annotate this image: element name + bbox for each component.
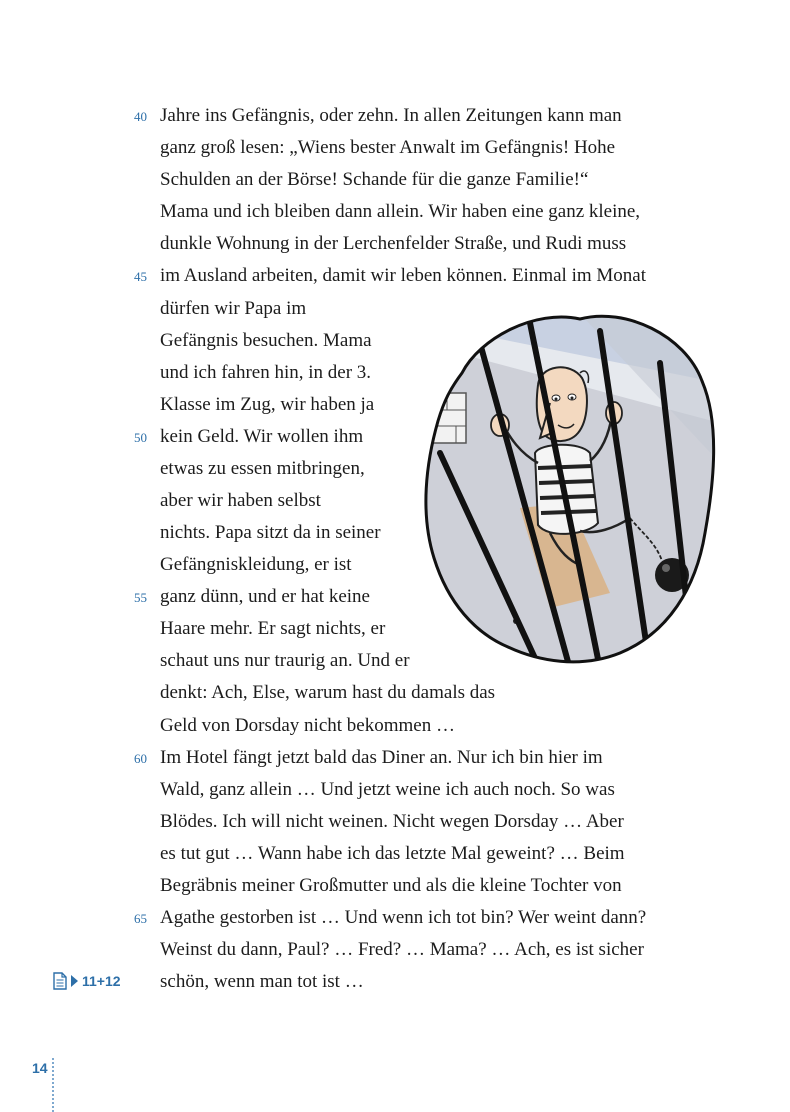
text-line: kein Geld. Wir wollen ihm <box>160 426 364 447</box>
text-line: denkt: Ach, Else, warum hast du damals das <box>160 682 496 703</box>
text-line: Agathe gestorben ist … Und wenn ich tot bin? Wer weint dann? <box>160 907 647 928</box>
line-number: 60 <box>134 751 147 766</box>
line-number: 50 <box>134 430 147 445</box>
text-line: Jahre ins Gefängnis, oder zehn. In allen Zeitungen kann man <box>160 105 622 126</box>
text-line: aber wir haben selbst <box>160 490 321 511</box>
margin-divider <box>52 1058 54 1112</box>
page-number: 14 <box>32 1060 48 1076</box>
text-line: dürfen wir Papa im <box>160 298 307 319</box>
text-line: ganz groß lesen: „Wiens bester Anwalt im Gefängnis! Hohe <box>160 137 616 158</box>
text-line: ganz dünn, und er hat keine <box>160 586 370 607</box>
text-line: im Ausland arbeiten, damit wir leben können. Einmal im Monat <box>160 265 646 286</box>
text-line: Geld von Dorsday nicht bekommen … <box>160 715 455 736</box>
text-line: Weinst du dann, Paul? … Fred? … Mama? … Ach, es ist sicher <box>160 939 644 960</box>
text-line: etwas zu essen mitbringen, <box>160 458 365 479</box>
text-line: nichts. Papa sitzt da in seiner <box>160 522 381 543</box>
text-line: Mama und ich bleiben dann allein. Wir haben eine ganz kleine, <box>160 201 641 222</box>
text-line: Schulden an der Börse! Schande für die ganze Familie!“ <box>160 169 589 190</box>
line-number: 55 <box>134 590 147 605</box>
text-line: Wald, ganz allein … Und jetzt weine ich auch noch. So was <box>160 779 615 800</box>
line-number: 40 <box>134 109 147 124</box>
text-line: und ich fahren hin, in der 3. <box>160 362 372 383</box>
text-line: Begräbnis meiner Großmutter und als die kleine Tochter von <box>160 875 622 896</box>
text-line: schön, wenn man tot ist … <box>160 971 364 992</box>
text-line: schaut uns nur traurig an. Und er <box>160 650 410 671</box>
line-number: 45 <box>134 269 147 284</box>
text-line: es tut gut … Wann habe ich das letzte Mal geweint? … Beim <box>160 843 625 864</box>
audio-reference[interactable] <box>53 971 121 991</box>
text-line: Gefängnis besuchen. Mama <box>160 330 372 351</box>
line-number: 65 <box>134 911 147 926</box>
document-icon <box>53 972 67 990</box>
text-line: Im Hotel fängt jetzt bald das Diner an. Nur ich bin hier im <box>160 747 603 768</box>
text-line: dunkle Wohnung in der Lerchenfelder Straße, und Rudi muss <box>160 233 627 254</box>
text-line: Gefängniskleidung, er ist <box>160 554 352 575</box>
text-line: Haare mehr. Er sagt nichts, er <box>160 618 386 639</box>
play-arrow-icon <box>70 974 79 988</box>
text-line: Blödes. Ich will nicht weinen. Nicht wegen Dorsday … Aber <box>160 811 624 832</box>
audio-track-label: 11+12 <box>82 973 121 989</box>
text-line: Klasse im Zug, wir haben ja <box>160 394 375 415</box>
prisoner-illustration <box>420 303 720 669</box>
